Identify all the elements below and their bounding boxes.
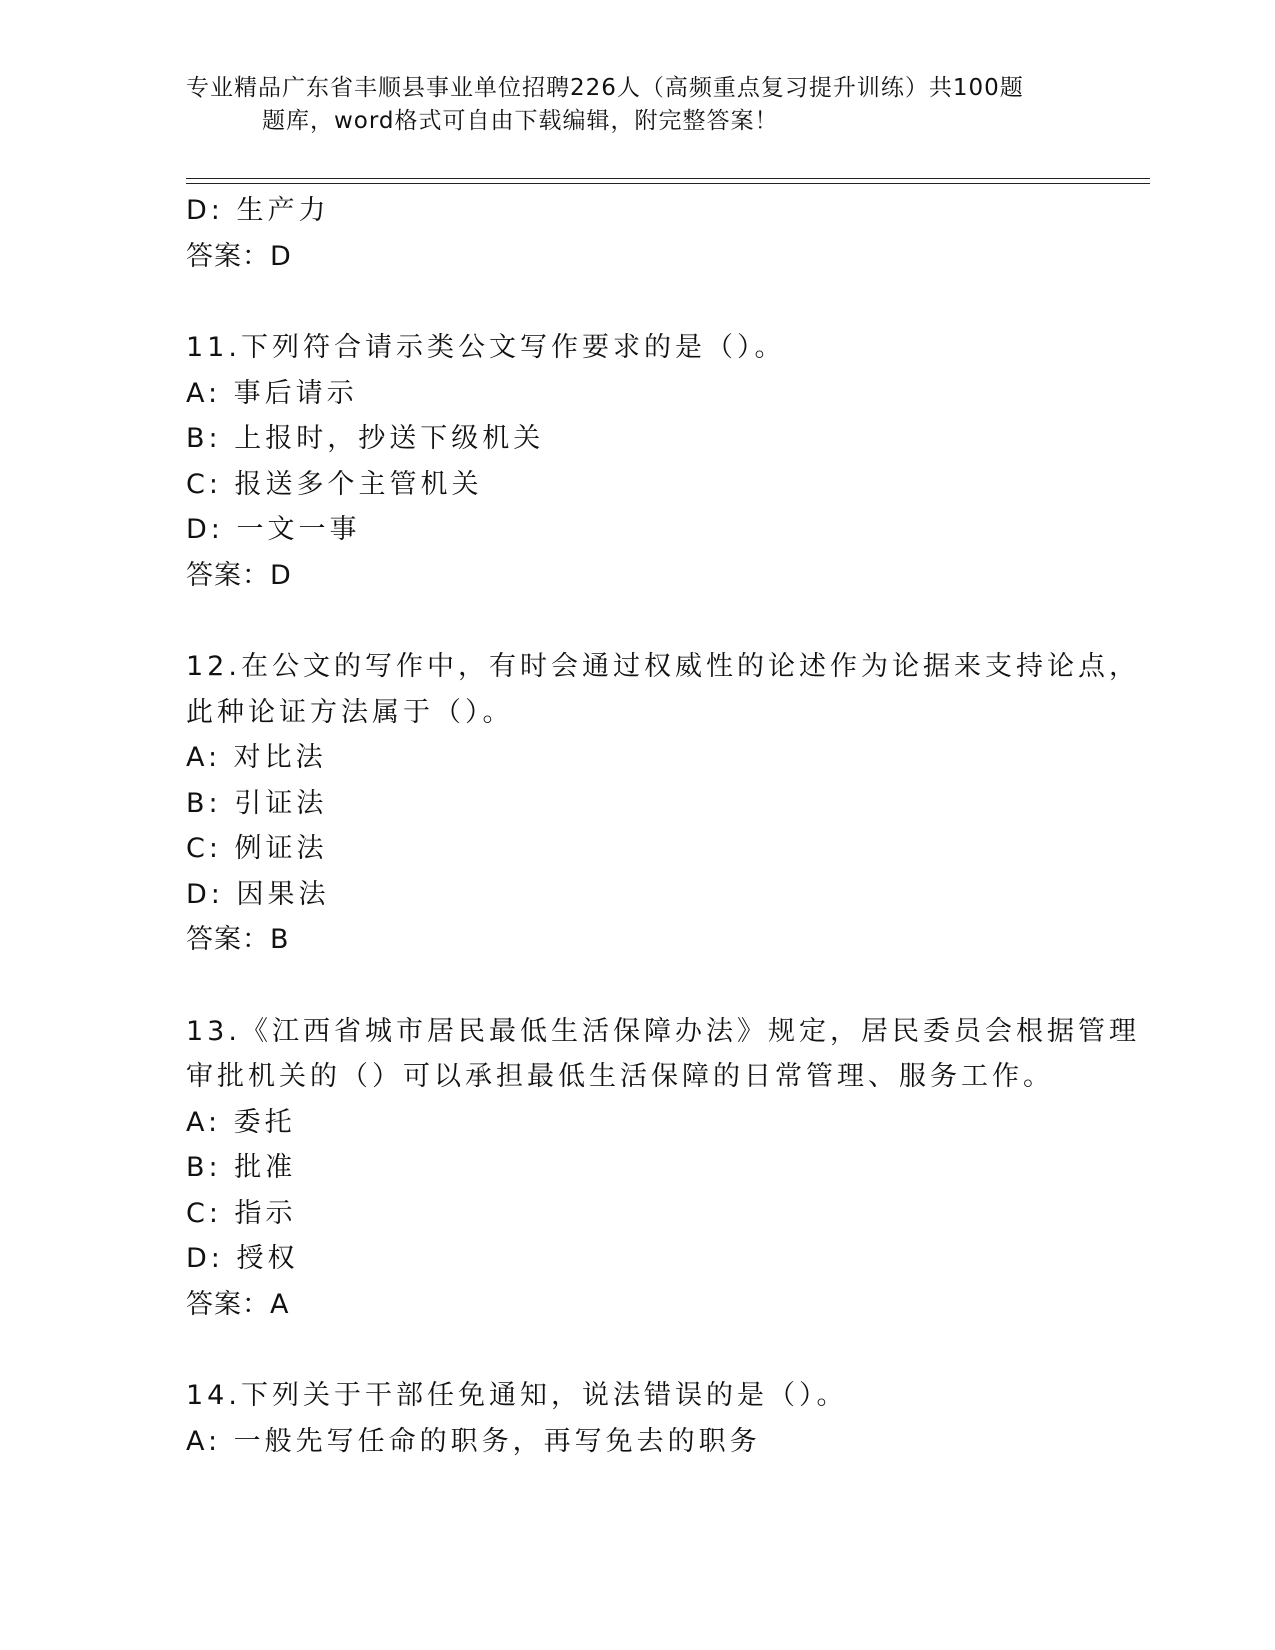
document-header	[186, 72, 1066, 138]
question-list	[186, 188, 1140, 1464]
question-block-partial	[186, 188, 1086, 279]
answer-line: 答案：D	[186, 559, 292, 591]
answer-line: 答案：D	[186, 240, 292, 272]
spacer	[186, 598, 1086, 644]
question-text: 11.下列符合请示类公文写作要求的是（）。	[186, 332, 786, 363]
option-d: D: 一文一事	[186, 514, 361, 545]
spacer	[186, 279, 1086, 325]
question-text: 14.下列关于干部任免通知，说法错误的是（）。	[186, 1380, 848, 1411]
option-d: D: 授权	[186, 1243, 299, 1274]
option-c: C: 例证法	[186, 833, 328, 864]
question-block-11	[186, 325, 1086, 598]
header-rule-bottom	[186, 183, 1150, 184]
question-text: 12.在公文的写作中，有时会通过权威性的论述作为论据来支持论点，	[186, 651, 1140, 682]
option-c: C: 指示	[186, 1197, 297, 1229]
answer-line: 答案：B	[186, 924, 290, 955]
option-a: A: 委托	[186, 1106, 296, 1138]
option-d: D: 因果法	[186, 878, 330, 910]
header-title-line-1: 专业精品广东省丰顺县事业单位招聘226人（高频重点复习提升训练）共100题	[186, 75, 1024, 101]
question-block-14	[186, 1373, 1086, 1464]
option-a: A: 对比法	[186, 742, 327, 773]
option-b: B: 引证法	[186, 787, 328, 819]
answer-line: 答案：A	[186, 1288, 290, 1320]
spacer	[186, 1327, 1086, 1373]
question-text-continued: 审批机关的（）可以承担最低生活保障的日常管理、服务工作。	[186, 1061, 1054, 1092]
question-text: 13.《江西省城市居民最低生活保障办法》规定，居民委员会根据管理	[186, 1015, 1140, 1047]
question-text-continued: 此种论证方法属于（）。	[186, 696, 514, 728]
option-b: B: 上报时，抄送下级机关	[186, 423, 545, 454]
header-title-line-2: 题库，word格式可自由下载编辑，附完整答案！	[262, 108, 779, 134]
spacer	[186, 963, 1086, 1009]
header-rule-top	[186, 178, 1150, 179]
option-b: B: 批准	[186, 1152, 297, 1183]
question-block-12	[186, 644, 1140, 963]
question-block-13	[186, 1009, 1140, 1328]
option-a: A: 事后请示	[186, 377, 358, 409]
option-d: D: 生产力	[186, 195, 330, 226]
option-a: A: 一般先写任命的职务，再写免去的职务	[186, 1425, 761, 1457]
option-c: C: 报送多个主管机关	[186, 468, 483, 500]
